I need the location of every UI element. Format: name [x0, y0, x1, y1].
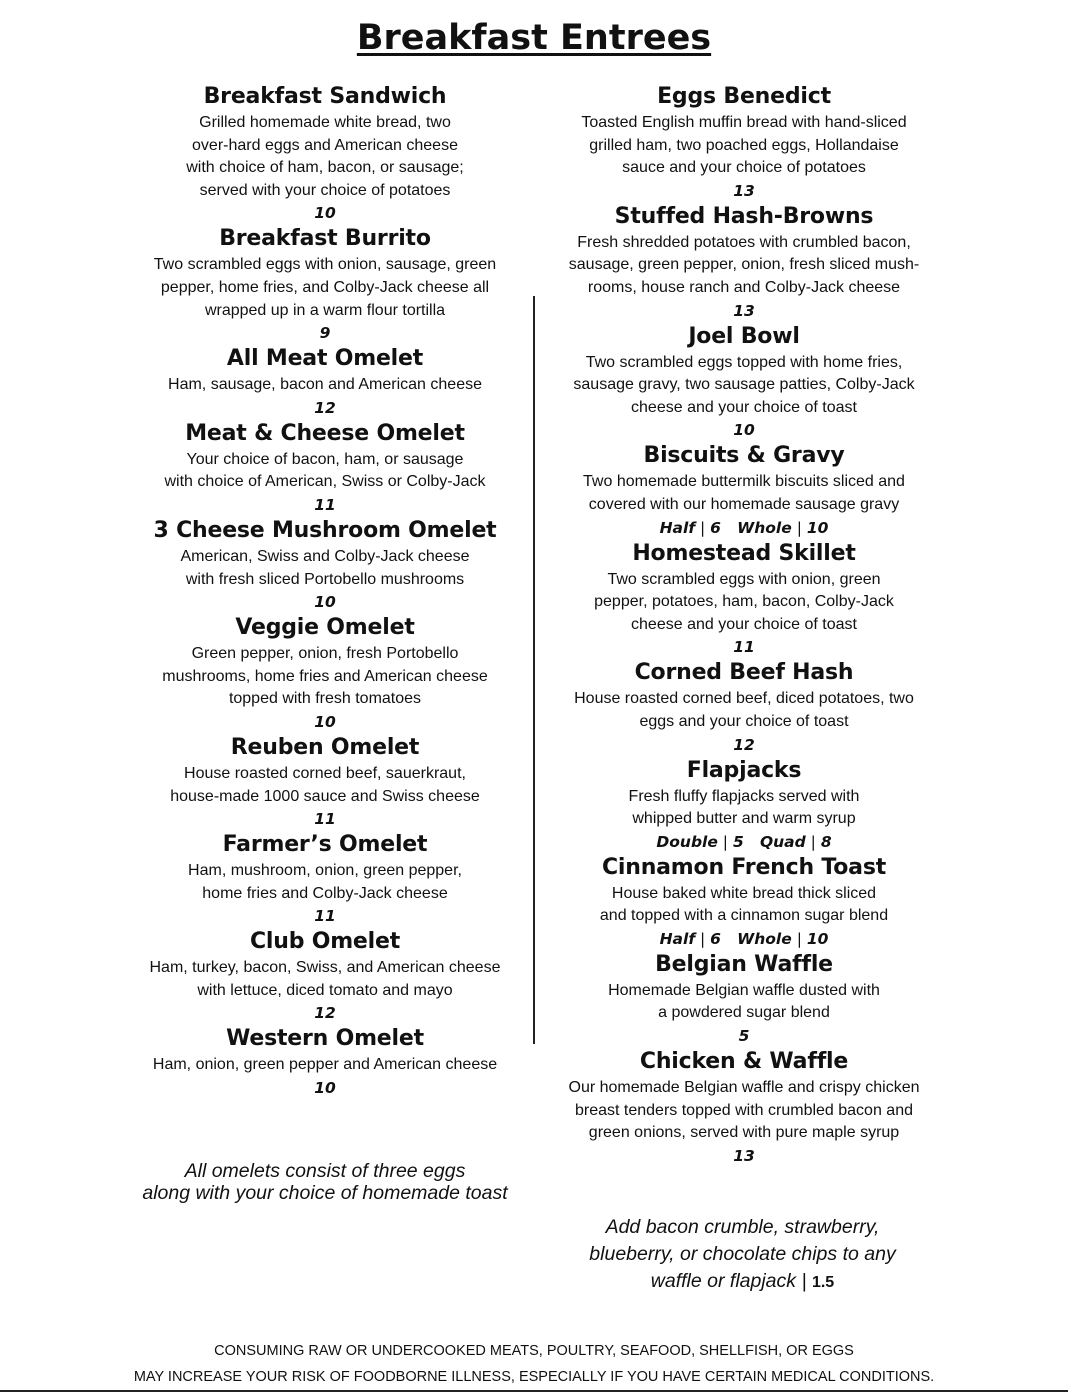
menu-item-price: 11	[314, 495, 336, 514]
menu-item-price: 13	[733, 181, 755, 200]
menu-item-price: 9	[319, 324, 331, 343]
price-option-value: 8	[820, 832, 832, 851]
addon-note-line: waffle or flapjack | 1.5	[650, 1270, 835, 1292]
menu-item	[540, 950, 948, 1047]
menu-item-description: with lettuce, diced tomato and mayo	[197, 981, 453, 999]
menu-item-price: 11	[314, 810, 336, 829]
price-option-label: Whole	[737, 518, 792, 537]
menu-item-price	[540, 831, 948, 853]
menu-item-description: green onions, served with pure maple syrup	[588, 1124, 900, 1142]
price-option-value: 5	[732, 832, 744, 851]
menu-item-description: Two scrambled eggs topped with home fries,	[585, 353, 903, 371]
menu-item-price: 13	[733, 1146, 755, 1165]
menu-item-description: with choice of ham, bacon, or sausage;	[186, 159, 464, 177]
menu-item-description: pepper, potatoes, ham, bacon, Colby-Jack	[594, 593, 894, 611]
price-option-value: 6	[710, 929, 721, 948]
bottom-rule	[0, 1390, 1068, 1392]
menu-item	[115, 82, 535, 224]
menu-item-name: Stuffed Hash-Browns	[614, 203, 874, 229]
menu-item-name: Meat & Cheese Omelet	[185, 420, 465, 446]
menu-item	[540, 539, 948, 659]
menu-item-price	[540, 517, 948, 539]
menu-item-description: mushrooms, home fries and American cheese	[162, 667, 488, 685]
menu-item-description: Your choice of bacon, ham, or sausage	[186, 450, 464, 468]
menu-item-price: 10	[314, 1079, 336, 1098]
menu-item	[115, 927, 535, 1024]
price-separator: |	[695, 929, 711, 948]
menu-item-name: Reuben Omelet	[230, 734, 420, 760]
addon-note	[560, 1214, 925, 1296]
menu-item-description: a powdered sugar blend	[658, 1004, 830, 1022]
menu-item-description: Ham, turkey, bacon, Swiss, and American cheese	[149, 959, 501, 977]
menu-item-name: Club Omelet	[249, 929, 401, 955]
price-separator: |	[791, 929, 807, 948]
menu-item-description: over-hard eggs and American cheese	[192, 136, 458, 154]
menu-item-description: House roasted corned beef, diced potatoes, two	[574, 690, 914, 708]
menu-item	[115, 613, 535, 733]
menu-item-price: 13	[733, 301, 755, 320]
left-menu-column	[115, 82, 535, 1099]
menu-item-description: Fresh shredded potatoes with crumbled bacon,	[577, 233, 911, 251]
menu-item	[540, 1047, 948, 1167]
warning-line: CONSUMING RAW OR UNDERCOOKED MEATS, POULTRY, SEAFOOD, SHELLFISH, OR EGGS	[214, 1343, 854, 1359]
menu-item-description: whipped butter and warm syrup	[632, 810, 856, 828]
menu-item-price: 12	[314, 1004, 336, 1023]
menu-item-name: Belgian Waffle	[655, 951, 833, 977]
menu-item-name: Veggie Omelet	[235, 615, 415, 641]
menu-item-description: grilled ham, two poached eggs, Hollandaise	[589, 136, 899, 154]
menu-item-description: sausage, green pepper, onion, fresh sliced mush-	[568, 256, 920, 274]
menu-item	[540, 658, 948, 755]
menu-item-description: Two scrambled eggs with onion, green	[607, 570, 881, 588]
price-separator: |	[695, 518, 711, 537]
menu-item	[540, 322, 948, 442]
price-separator: |	[717, 832, 733, 851]
menu-item	[115, 419, 535, 516]
menu-item-name: Flapjacks	[686, 757, 802, 783]
food-safety-warning	[0, 1338, 1068, 1390]
menu-item-description: Green pepper, onion, fresh Portobello	[191, 645, 459, 663]
menu-item-description: cheese and your choice of toast	[631, 615, 857, 633]
menu-item-description: Grilled homemade white bread, two	[199, 114, 451, 131]
menu-item-description: Two scrambled eggs with onion, sausage, green	[153, 256, 497, 274]
menu-item	[115, 733, 535, 830]
menu-item-price: 10	[733, 421, 755, 440]
menu-item-description: and topped with a cinnamon sugar blend	[599, 907, 889, 925]
menu-item-price: 10	[314, 593, 336, 612]
menu-item-name: Eggs Benedict	[657, 84, 831, 109]
menu-item-name: Breakfast Burrito	[219, 226, 431, 252]
menu-item-description: home fries and Colby-Jack cheese	[202, 884, 448, 902]
addon-note-line: Add bacon crumble, strawberry,	[605, 1216, 880, 1238]
menu-item-description: House roasted corned beef, sauerkraut,	[184, 764, 466, 782]
menu-item-description: Fresh fluffy flapjacks served with	[628, 787, 860, 805]
menu-item-description: eggs and your choice of toast	[639, 712, 849, 730]
menu-item-name: 3 Cheese Mushroom Omelet	[153, 517, 497, 543]
menu-item-description: covered with our homemade sausage gravy	[588, 495, 900, 513]
menu-item-name: Homestead Skillet	[632, 540, 856, 566]
addon-note-text: waffle or flapjack	[650, 1270, 797, 1292]
menu-item-description: Ham, sausage, bacon and American cheese	[168, 376, 482, 394]
menu-item	[115, 344, 535, 419]
menu-item-description: house-made 1000 sauce and Swiss cheese	[170, 787, 480, 805]
menu-item-description: breast tenders topped with crumbled bacon and	[575, 1101, 913, 1119]
menu-item	[540, 202, 948, 322]
menu-item	[540, 756, 948, 853]
menu-item-price: 5	[738, 1027, 750, 1046]
menu-item	[115, 516, 535, 613]
menu-item-name: Cinnamon French Toast	[601, 854, 887, 880]
price-separator: |	[805, 832, 821, 851]
menu-item	[540, 82, 948, 202]
menu-item-description: cheese and your choice of toast	[631, 398, 857, 416]
menu-item-price: 10	[314, 204, 336, 223]
menu-item-name: Western Omelet	[226, 1026, 424, 1052]
menu-item-description: sausage gravy, two sausage patties, Colby-Jack	[573, 376, 915, 394]
menu-title	[0, 18, 1068, 58]
addon-note-line: blueberry, or chocolate chips to any	[589, 1243, 896, 1265]
price-option-label: Quad	[759, 832, 806, 851]
menu-item-description: pepper, home fries, and Colby-Jack cheese all	[160, 278, 490, 296]
menu-item-description: House baked white bread thick sliced	[611, 884, 877, 902]
menu-title-text: Breakfast Entrees	[356, 18, 712, 58]
addon-price: 1.5	[811, 1274, 835, 1291]
menu-item-name: Biscuits & Gravy	[643, 443, 845, 469]
menu-item	[540, 853, 948, 950]
menu-item	[115, 1024, 535, 1099]
menu-item-price: 12	[733, 735, 755, 754]
menu-item-description: Toasted English muffin bread with hand-sliced	[581, 114, 907, 131]
right-menu-column	[540, 82, 948, 1167]
omelet-note-line: All omelets consist of three eggs	[184, 1160, 466, 1182]
menu-item-description: sauce and your choice of potatoes	[622, 159, 866, 177]
menu-item	[115, 224, 535, 344]
menu-item-description: wrapped up in a warm flour tortilla	[204, 301, 446, 319]
menu-item-description: rooms, house ranch and Colby-Jack cheese	[587, 278, 901, 296]
price-option-label: Whole	[737, 929, 792, 948]
menu-item	[540, 441, 948, 538]
menu-item-description: Ham, onion, green pepper and American cheese	[152, 1056, 498, 1074]
menu-item-name: Chicken & Waffle	[639, 1049, 849, 1075]
price-option-label: Half	[659, 929, 696, 948]
menu-item-description: Ham, mushroom, onion, green pepper,	[188, 862, 462, 880]
price-option-label: Half	[659, 518, 696, 537]
menu-item-description: with fresh sliced Portobello mushrooms	[185, 570, 465, 588]
price-option-value: 6	[710, 518, 721, 537]
menu-item-description: topped with fresh tomatoes	[228, 690, 422, 708]
menu-item-price: 11	[733, 638, 755, 657]
menu-item-name: All Meat Omelet	[226, 346, 424, 372]
menu-item	[115, 830, 535, 927]
menu-item-price: 11	[314, 907, 336, 926]
price-option-label: Double	[656, 832, 718, 851]
menu-item-price: 10	[314, 712, 336, 731]
menu-item-description: American, Swiss and Colby-Jack cheese	[180, 547, 470, 565]
price-separator: |	[791, 518, 807, 537]
price-option-value: 10	[806, 518, 829, 537]
menu-item-name: Joel Bowl	[688, 323, 800, 349]
menu-item-description: Our homemade Belgian waffle and crispy chicken	[568, 1079, 920, 1097]
menu-item-price: 12	[314, 398, 336, 417]
menu-item-description: Homemade Belgian waffle dusted with	[608, 981, 880, 999]
menu-item-name: Farmer’s Omelet	[222, 832, 428, 858]
omelet-note	[100, 1160, 550, 1204]
omelet-note-line: along with your choice of homemade toast	[142, 1182, 508, 1204]
menu-item-name: Breakfast Sandwich	[203, 84, 447, 109]
warning-line: MAY INCREASE YOUR RISK OF FOODBORNE ILLNESS, ESPECIALLY IF YOU HAVE CERTAIN MEDICAL CONDITIONS.	[133, 1369, 935, 1385]
menu-item-name: Corned Beef Hash	[634, 660, 854, 686]
column-divider	[533, 296, 535, 1044]
menu-item-description: with choice of American, Swiss or Colby-Jack	[164, 473, 486, 491]
price-option-value: 10	[806, 929, 829, 948]
menu-item-description: Two homemade buttermilk biscuits sliced and	[583, 473, 905, 491]
menu-item-price	[540, 928, 948, 950]
menu-item-description: served with your choice of potatoes	[199, 181, 451, 199]
